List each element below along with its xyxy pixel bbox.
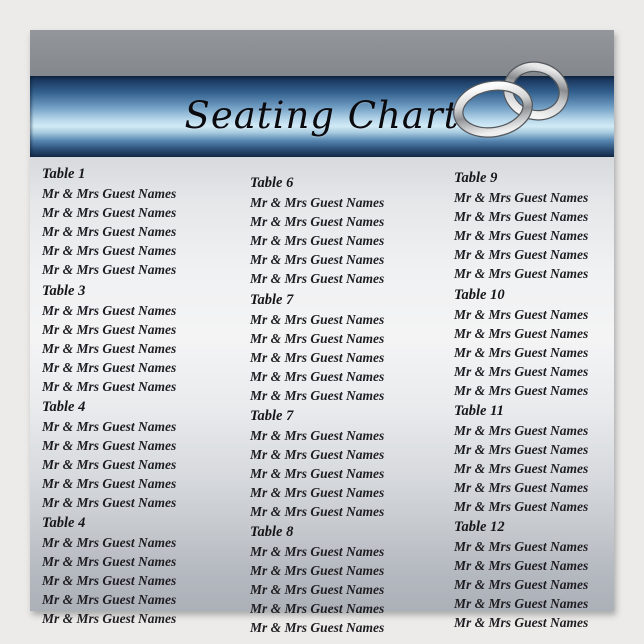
table-block-9 (454, 398, 610, 514)
guest-line: Mr & Mrs Guest Names (250, 447, 385, 462)
guest-line: Mr & Mrs Guest Names (454, 423, 589, 438)
guest-line: Mr & Mrs Guest Names (250, 331, 385, 346)
guest-line: Mr & Mrs Guest Names (454, 247, 589, 262)
guest-line: Mr & Mrs Guest Names (42, 360, 177, 375)
table-block-3 (454, 165, 610, 282)
guest-line: Mr & Mrs Guest Names (250, 485, 385, 500)
guest-line: Mr & Mrs Guest Names (250, 582, 385, 597)
guest-line: Mr & Mrs Guest Names (454, 326, 589, 341)
guest-line: Mr & Mrs Guest Names (250, 544, 385, 559)
table-title: Table 9 (454, 170, 498, 186)
guest-line: Mr & Mrs Guest Names (42, 592, 177, 607)
guest-line: Mr & Mrs Guest Names (42, 535, 177, 550)
guest-line: Mr & Mrs Guest Names (250, 563, 385, 578)
guest-line: Mr & Mrs Guest Names (454, 499, 589, 514)
table-block-11 (250, 514, 454, 635)
table-title: Table 6 (250, 175, 294, 191)
guest-line: Mr & Mrs Guest Names (42, 554, 177, 569)
guest-line: Mr & Mrs Guest Names (454, 345, 589, 360)
guest-line: Mr & Mrs Guest Names (454, 209, 589, 224)
guest-line: Mr & Mrs Guest Names (454, 307, 589, 322)
table-title: Table 7 (250, 408, 294, 424)
guest-line: Mr & Mrs Guest Names (250, 388, 385, 403)
guest-line: Mr & Mrs Guest Names (454, 615, 589, 630)
guest-line: Mr & Mrs Guest Names (42, 262, 177, 277)
table-block-12 (454, 514, 610, 630)
guest-line: Mr & Mrs Guest Names (42, 341, 177, 356)
table-block-8 (250, 398, 454, 519)
table-block-10 (42, 514, 250, 630)
guest-line: Mr & Mrs Guest Names (454, 190, 589, 205)
guest-line: Mr & Mrs Guest Names (454, 364, 589, 379)
table-title: Table 3 (42, 283, 86, 299)
guest-line: Mr & Mrs Guest Names (250, 466, 385, 481)
guest-line: Mr & Mrs Guest Names (42, 303, 177, 318)
table-block-4 (42, 282, 250, 398)
poster-body (30, 157, 614, 635)
guest-line: Mr & Mrs Guest Names (250, 504, 385, 519)
table-title: Table 11 (454, 403, 504, 419)
guest-line: Mr & Mrs Guest Names (42, 224, 177, 239)
table-title: Table 4 (42, 515, 86, 531)
guest-line: Mr & Mrs Guest Names (250, 601, 385, 616)
table-title: Table 1 (42, 166, 86, 182)
guest-line: Mr & Mrs Guest Names (42, 611, 177, 626)
table-title: Table 8 (250, 524, 294, 540)
guest-line: Mr & Mrs Guest Names (250, 620, 385, 635)
guest-line: Mr & Mrs Guest Names (454, 480, 589, 495)
guest-line: Mr & Mrs Guest Names (42, 379, 177, 394)
guest-line: Mr & Mrs Guest Names (454, 558, 589, 573)
table-block-1 (42, 165, 250, 282)
guest-line: Mr & Mrs Guest Names (454, 266, 589, 281)
guest-line: Mr & Mrs Guest Names (42, 457, 177, 472)
table-title: Table 10 (454, 287, 505, 303)
table-block-5 (250, 282, 454, 403)
seating-grid (42, 165, 610, 635)
guest-line: Mr & Mrs Guest Names (42, 243, 177, 258)
page-title: Seating Chart (184, 94, 460, 137)
guest-line: Mr & Mrs Guest Names (250, 350, 385, 365)
guest-line: Mr & Mrs Guest Names (454, 228, 589, 243)
guest-line: Mr & Mrs Guest Names (42, 419, 177, 434)
wedding-rings-icon (450, 60, 570, 140)
guest-line: Mr & Mrs Guest Names (42, 205, 177, 220)
guest-line: Mr & Mrs Guest Names (42, 573, 177, 588)
guest-line: Mr & Mrs Guest Names (454, 383, 589, 398)
guest-line: Mr & Mrs Guest Names (454, 539, 589, 554)
guest-line: Mr & Mrs Guest Names (454, 596, 589, 611)
guest-line: Mr & Mrs Guest Names (250, 369, 385, 384)
guest-line: Mr & Mrs Guest Names (42, 495, 177, 510)
guest-line: Mr & Mrs Guest Names (42, 186, 177, 201)
guest-line: Mr & Mrs Guest Names (250, 428, 385, 443)
table-block-6 (454, 282, 610, 398)
seating-chart-poster (30, 30, 614, 635)
guest-line: Mr & Mrs Guest Names (454, 577, 589, 592)
table-title: Table 4 (42, 399, 86, 415)
guest-line: Mr & Mrs Guest Names (250, 195, 385, 210)
table-block-2 (250, 165, 454, 286)
guest-line: Mr & Mrs Guest Names (454, 442, 589, 457)
guest-line: Mr & Mrs Guest Names (250, 312, 385, 327)
guest-line: Mr & Mrs Guest Names (454, 461, 589, 476)
table-title: Table 7 (250, 292, 294, 308)
guest-line: Mr & Mrs Guest Names (42, 322, 177, 337)
guest-line: Mr & Mrs Guest Names (250, 214, 385, 229)
guest-line: Mr & Mrs Guest Names (250, 233, 385, 248)
table-title: Table 12 (454, 519, 505, 535)
guest-line: Mr & Mrs Guest Names (250, 252, 385, 267)
guest-line: Mr & Mrs Guest Names (250, 271, 385, 286)
guest-line: Mr & Mrs Guest Names (42, 438, 177, 453)
table-block-7 (42, 398, 250, 514)
guest-line: Mr & Mrs Guest Names (42, 476, 177, 491)
